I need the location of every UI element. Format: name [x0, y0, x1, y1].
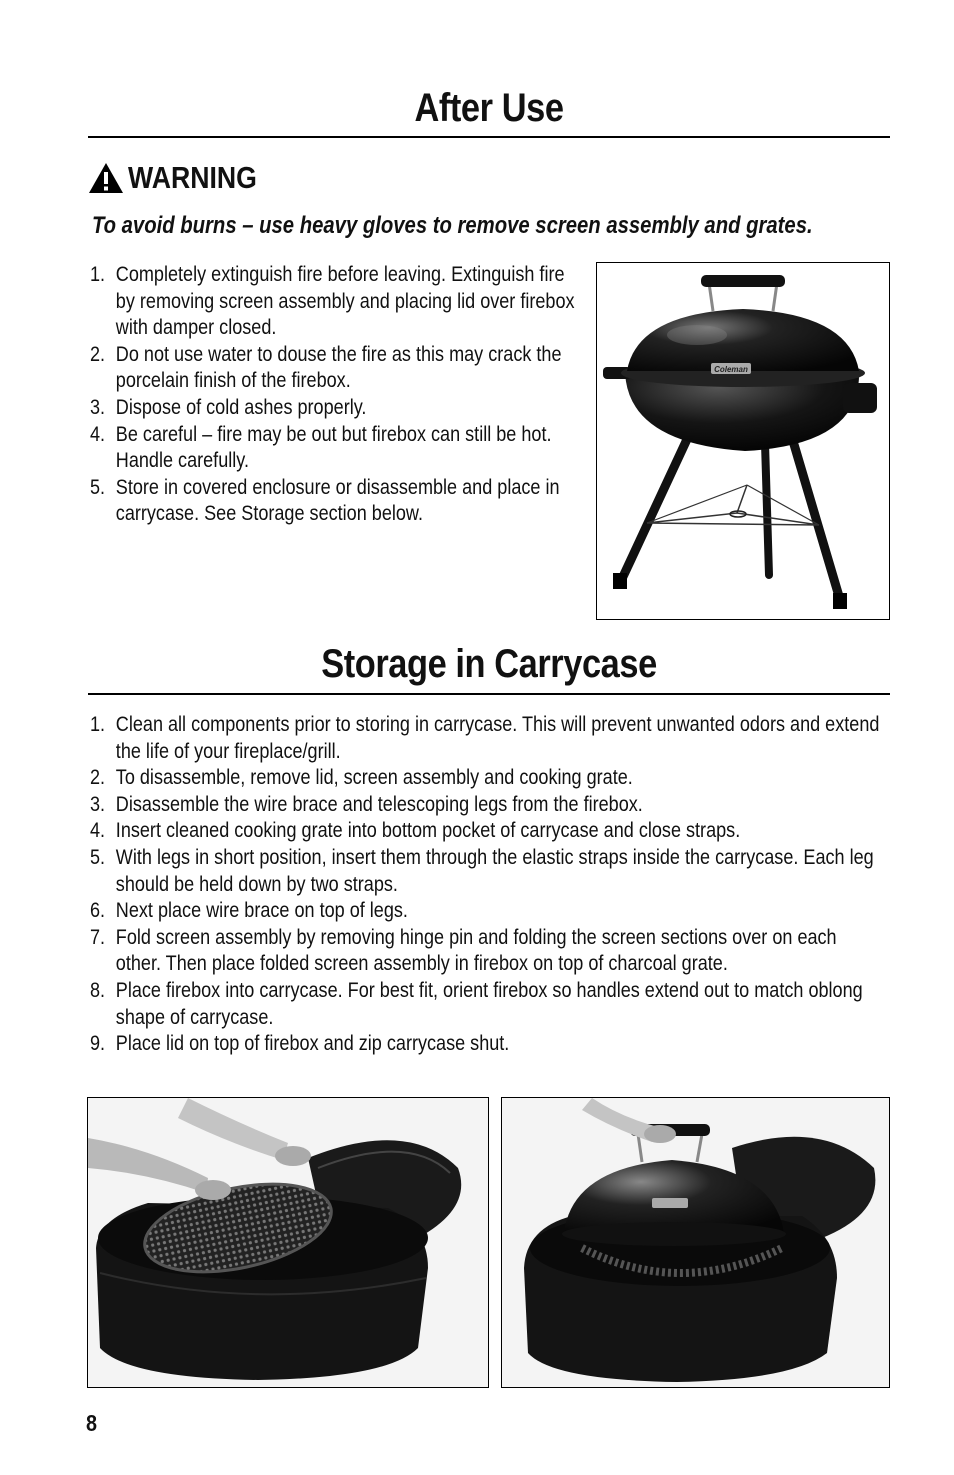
- grill-brand-label: Coleman: [714, 365, 748, 374]
- storage-step: 1. Clean all components prior to storing in carrycase. This will prevent unwanted odors and extend the life of your fireplace/grill.: [90, 713, 880, 763]
- storage-rule: [88, 693, 890, 695]
- storage-step: 9. Place lid on top of firebox and zip carrycase shut.: [90, 1032, 510, 1056]
- after-use-steps: [90, 262, 580, 528]
- storage-steps: [90, 712, 886, 1058]
- grill-illustration: [597, 263, 889, 619]
- after-use-step: 4. Be careful – fire may be out but firebox can still be hot. Handle carefully.: [90, 422, 552, 473]
- storage-title: Storage in Carrycase: [321, 642, 657, 686]
- warning-label: WARNING: [128, 160, 257, 195]
- storage-step: 7. Fold screen assembly by removing hinge pin and folding the screen sections over on each other. Then place folded screen assembly in firebox on top of charcoal grate.: [90, 925, 837, 976]
- storage-step: 2. To disassemble, remove lid, screen assembly and cooking grate.: [90, 766, 633, 790]
- warning-heading: [88, 160, 278, 196]
- carrycase-grate-illustration: [88, 1098, 488, 1387]
- storage-step: 6. Next place wire brace on top of legs.: [90, 899, 408, 923]
- after-use-title: After Use: [414, 86, 564, 130]
- storage-step: 5. With legs in short position, insert them through the elastic straps inside the carrycase. Each leg should be held down by two straps.: [90, 845, 874, 896]
- storage-step: 8. Place firebox into carrycase. For best fit, orient firebox so handles extend out to match oblong shape of carrycase.: [90, 978, 863, 1029]
- warning-triangle-icon: [88, 162, 124, 194]
- storage-step: 3. Disassemble the wire brace and telescoping legs from the firebox.: [90, 792, 643, 816]
- warning-text: To avoid burns – use heavy gloves to remove screen assembly and grates.: [92, 212, 813, 239]
- after-use-step: 5. Store in covered enclosure or disassemble and place in carrycase. See Storage section below.: [90, 475, 560, 526]
- after-use-step: 2. Do not use water to douse the fire as this may crack the porcelain finish of the firebox.: [90, 342, 562, 393]
- storage-step: 4. Insert cleaned cooking grate into bottom pocket of carrycase and close straps.: [90, 819, 741, 843]
- after-use-step: 3. Dispose of cold ashes properly.: [90, 395, 367, 419]
- page-number: 8: [86, 1410, 98, 1436]
- after-use-step: 1. Completely extinguish fire before leaving. Extinguish fire by removing screen assembly and placing lid over firebox with damper closed.: [90, 263, 575, 340]
- carrycase-lid-illustration: [502, 1098, 889, 1387]
- grill-photo: [596, 262, 890, 620]
- carrycase-grate-photo: [87, 1097, 489, 1388]
- carrycase-lid-photo: [501, 1097, 890, 1388]
- after-use-rule: [88, 136, 890, 138]
